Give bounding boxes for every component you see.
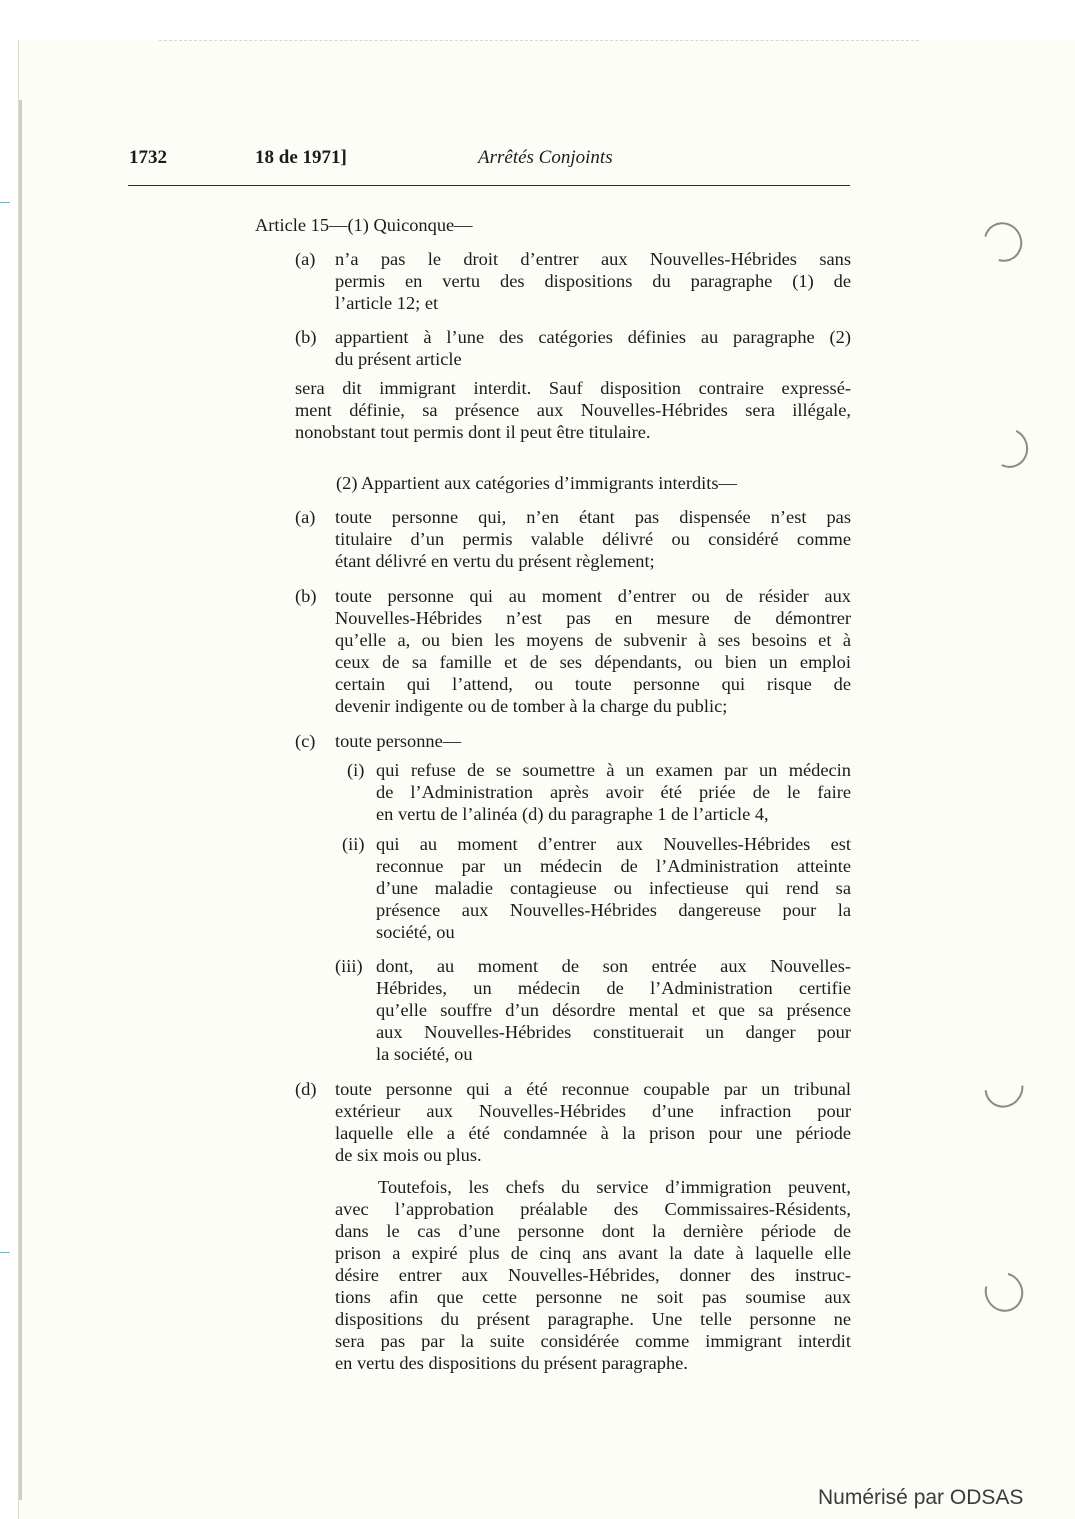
item-line: permis en vertu des dispositions du paragraphe (1) de xyxy=(335,271,851,291)
subitem-label: (i) xyxy=(347,760,365,780)
subitem-label: (iii) xyxy=(335,956,363,976)
margin-mark xyxy=(0,202,10,203)
body-line: nonobstant tout permis dont il peut être titulaire. xyxy=(295,422,651,442)
subitem-line: qu’elle souffre d’un désordre mental et que sa présence xyxy=(376,1000,851,1020)
item-label: (b) xyxy=(295,586,317,606)
item-line: ceux de sa famille et de ses dépendants, ou bien un emploi xyxy=(335,652,851,672)
digitization-credit: Numérisé par ODSAS xyxy=(818,1486,1024,1509)
item-line: titulaire d’un permis valable délivré ou considéré comme xyxy=(335,529,851,549)
proviso-line: prison a expiré plus de cinq ans avant la date à laquelle elle xyxy=(335,1243,851,1263)
subitem-line: la société, ou xyxy=(376,1044,473,1064)
item-line: l’article 12; et xyxy=(335,293,439,313)
item-line: toute personne— xyxy=(335,731,462,751)
subitem-line: reconnue par un médecin de l’Administration atteinte xyxy=(376,856,851,876)
item-line: devenir indigente ou de tomber à la charge du public; xyxy=(335,696,728,716)
proviso-line: sera pas par la suite considérée comme immigrant interdit xyxy=(335,1331,851,1351)
item-label: (c) xyxy=(295,731,316,751)
body-line: sera dit immigrant interdit. Sauf disposition contraire expressé- xyxy=(295,378,851,398)
subitem-line: dont, au moment de son entrée aux Nouvelles- xyxy=(376,956,851,976)
item-line: étant délivré en vertu du présent règlement; xyxy=(335,551,655,571)
item-label: (b) xyxy=(295,327,317,347)
page-number: 1732 xyxy=(129,147,167,168)
header-rule xyxy=(128,185,850,186)
proviso-line: dispositions du présent paragraphe. Une telle personne ne xyxy=(335,1309,851,1329)
item-line: appartient à l’une des catégories définies au paragraphe (2) xyxy=(335,327,851,347)
item-line: toute personne qui, n’en étant pas dispensée n’est pas xyxy=(335,507,851,527)
scan-artifact xyxy=(159,40,919,44)
proviso-line: tions afin que cette personne ne soit pas soumise aux xyxy=(335,1287,851,1307)
body-line: ment définie, sa présence aux Nouvelles-Hébrides sera illégale, xyxy=(295,400,851,420)
subitem-line: qui au moment d’entrer aux Nouvelles-Hébrides est xyxy=(376,834,851,854)
page-edge xyxy=(19,100,22,1500)
item-line: toute personne qui a été reconnue coupable par un tribunal xyxy=(335,1079,851,1099)
item-label: (d) xyxy=(295,1079,317,1099)
subitem-line: Hébrides, un médecin de l’Administration certifie xyxy=(376,978,851,998)
subitem-line: de l’Administration après avoir été priée de le faire xyxy=(376,782,851,802)
subitem-line: qui refuse de se soumettre à un examen par un médecin xyxy=(376,760,851,780)
proviso-line: en vertu des dispositions du présent paragraphe. xyxy=(335,1353,688,1373)
subitem-label: (ii) xyxy=(342,834,365,854)
subitem-line: aux Nouvelles-Hébrides constituerait un danger pour xyxy=(376,1022,851,1042)
item-line: toute personne qui au moment d’entrer ou de résider aux xyxy=(335,586,851,606)
item-line: n’a pas le droit d’entrer aux Nouvelles-Hébrides sans xyxy=(335,249,851,269)
subitem-line: société, ou xyxy=(376,922,455,942)
subitem-line: d’une maladie contagieuse ou infectieuse qui rend sa xyxy=(376,878,851,898)
item-line: de six mois ou plus. xyxy=(335,1145,482,1165)
item-line: certain qui l’attend, ou toute personne qui risque de xyxy=(335,674,851,694)
subitem-line: présence aux Nouvelles-Hébrides dangereuse pour la xyxy=(376,900,851,920)
paragraph-heading: (2) Appartient aux catégories d’immigrants interdits— xyxy=(336,473,737,493)
proviso-line: dans le cas d’une personne dont la dernière période de xyxy=(335,1221,851,1241)
subitem-line: en vertu de l’alinéa (d) du paragraphe 1 de l’article 4, xyxy=(376,804,769,824)
item-label: (a) xyxy=(295,507,316,527)
item-line: extérieur aux Nouvelles-Hébrides d’une infraction pour xyxy=(335,1101,851,1121)
item-line: du présent article xyxy=(335,349,462,369)
item-line: laquelle elle a été condamnée à la prison pour une période xyxy=(335,1123,851,1143)
proviso-line: Toutefois, les chefs du service d’immigration peuvent, xyxy=(378,1177,851,1197)
item-line: qu’elle a, ou bien les moyens de subvenir à ses besoins et à xyxy=(335,630,851,650)
margin-mark xyxy=(0,1252,10,1253)
item-label: (a) xyxy=(295,249,316,269)
item-line: Nouvelles-Hébrides n’est pas en mesure de démontrer xyxy=(335,608,851,628)
running-title: Arrêtés Conjoints xyxy=(478,147,613,168)
proviso-line: désire entrer aux Nouvelles-Hébrides, donner des instruc- xyxy=(335,1265,851,1285)
ordinance-reference: 18 de 1971] xyxy=(255,147,347,168)
article-heading: Article 15—(1) Quiconque— xyxy=(255,215,473,235)
proviso-line: avec l’approbation préalable des Commissaires-Résidents, xyxy=(335,1199,851,1219)
